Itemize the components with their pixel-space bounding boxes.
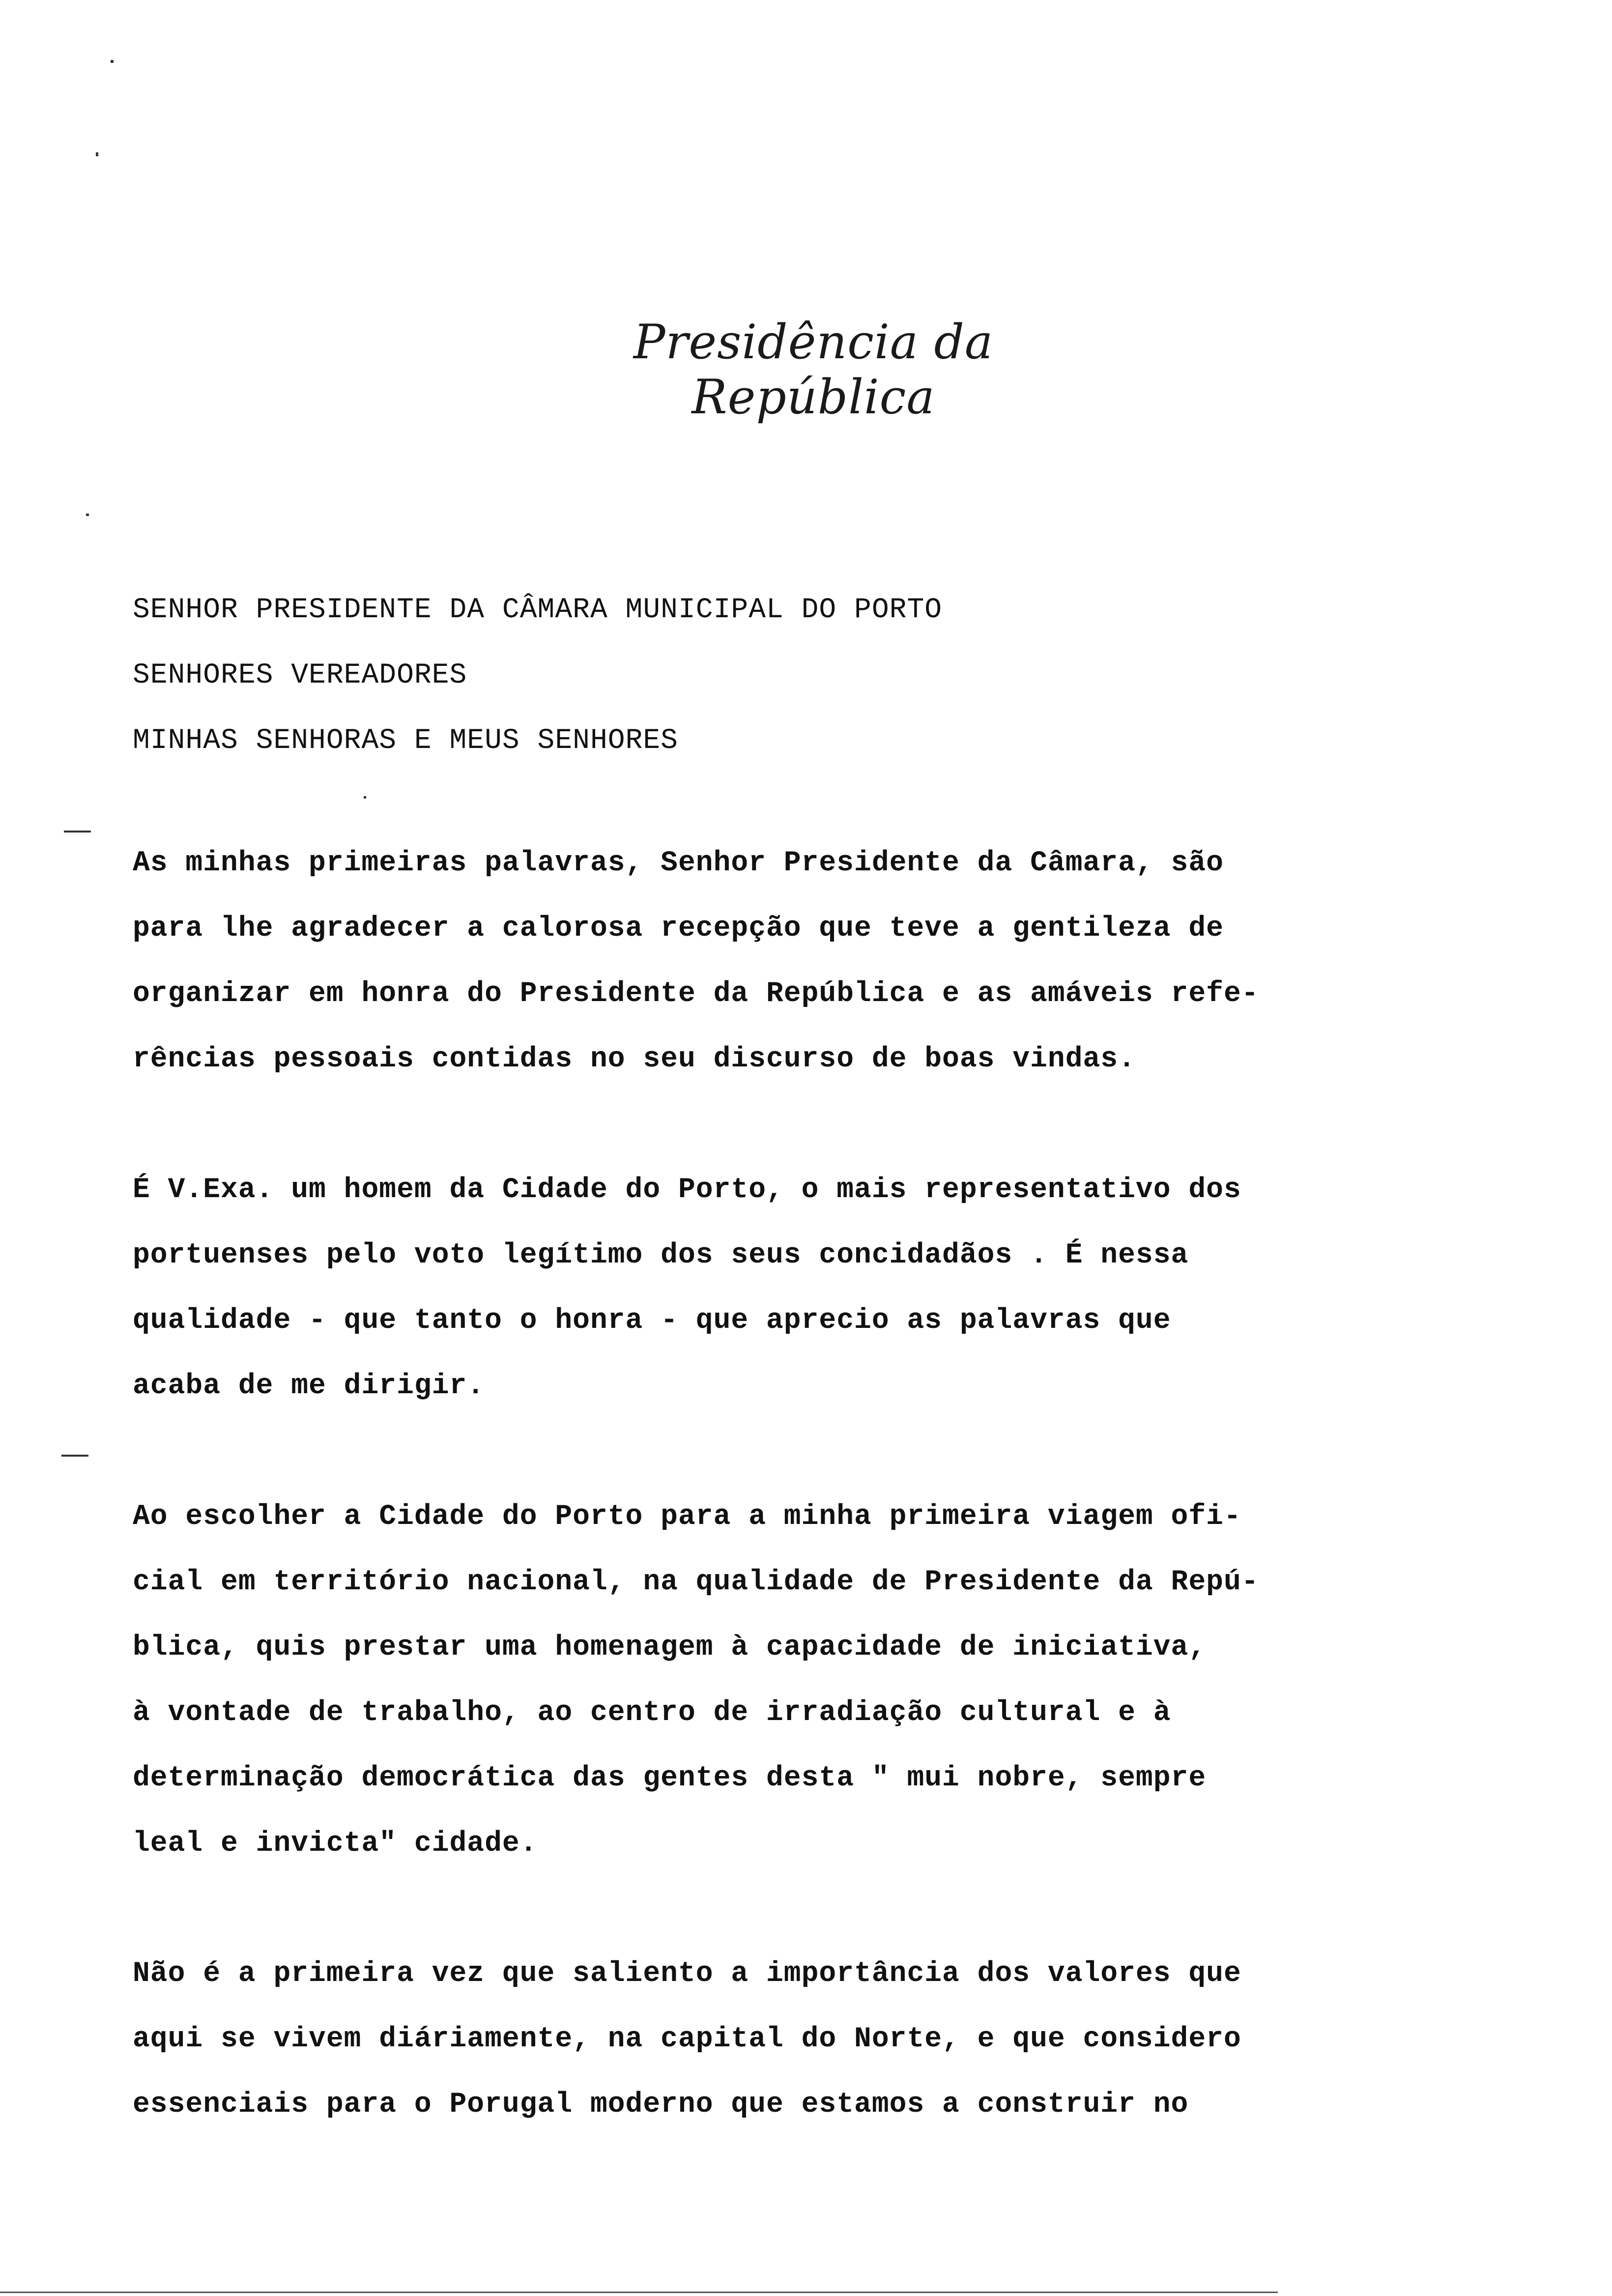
text-line: rências pessoais contidas no seu discurso de boas vindas. (133, 1043, 1136, 1075)
text-line: É V.Exa. um homem da Cidade do Porto, o mais representativo dos (133, 1174, 1241, 1206)
text-line: organizar em honra do Presidente da República e as amáveis refe- (133, 978, 1259, 1010)
text-line: determinação democrática das gentes desta " mui nobre, sempre (133, 1762, 1207, 1794)
text-line: acaba de me dirigir. (133, 1370, 485, 1402)
paragraph-4 (133, 1941, 1420, 2137)
scan-mark (96, 152, 98, 156)
text-line: As minhas primeiras palavras, Senhor Presidente da Câmara, são (133, 847, 1224, 879)
salutation-block (133, 577, 1410, 774)
text-line: leal e invicta" cidade. (133, 1828, 538, 1860)
text-line: à vontade de trabalho, ao centro de irradiação cultural e à (133, 1697, 1171, 1729)
paragraph-3 (133, 1484, 1420, 1876)
letterhead-title: Presidência da República (633, 315, 994, 425)
margin-tick (64, 831, 91, 832)
scan-mark (364, 796, 366, 799)
scan-mark (86, 514, 89, 516)
text-line: blica, quis prestar uma homenagem à capacidade de iniciativa, (133, 1632, 1207, 1664)
salutation-line: MINHAS SENHORAS E MEUS SENHORES (133, 725, 678, 757)
scan-mark (111, 60, 114, 63)
bottom-edge-rule (0, 2292, 1278, 2293)
text-line: para lhe agradecer a calorosa recepção que teve a gentileza de (133, 913, 1224, 945)
paragraph-2 (133, 1157, 1420, 1419)
salutation-line: SENHOR PRESIDENTE DA CÂMARA MUNICIPAL DO PORTO (133, 594, 943, 626)
salutation-line: SENHORES VEREADORES (133, 660, 467, 691)
text-line: portuenses pelo voto legítimo dos seus concidadãos . É nessa (133, 1239, 1189, 1271)
margin-tick (61, 1455, 88, 1457)
text-line: cial em território nacional, na qualidade de Presidente da Repú- (133, 1566, 1259, 1598)
text-line: essenciais para o Porugal moderno que estamos a construir no (133, 2089, 1189, 2121)
text-line: Não é a primeira vez que saliento a importância dos valores que (133, 1958, 1241, 1990)
text-line: Ao escolher a Cidade do Porto para a minha primeira viagem ofi- (133, 1501, 1241, 1533)
text-line: aqui se vivem diáriamente, na capital do Norte, e que considero (133, 2023, 1241, 2055)
text-line: qualidade - que tanto o honra - que aprecio as palavras que (133, 1305, 1171, 1337)
paragraph-1 (133, 831, 1420, 1092)
